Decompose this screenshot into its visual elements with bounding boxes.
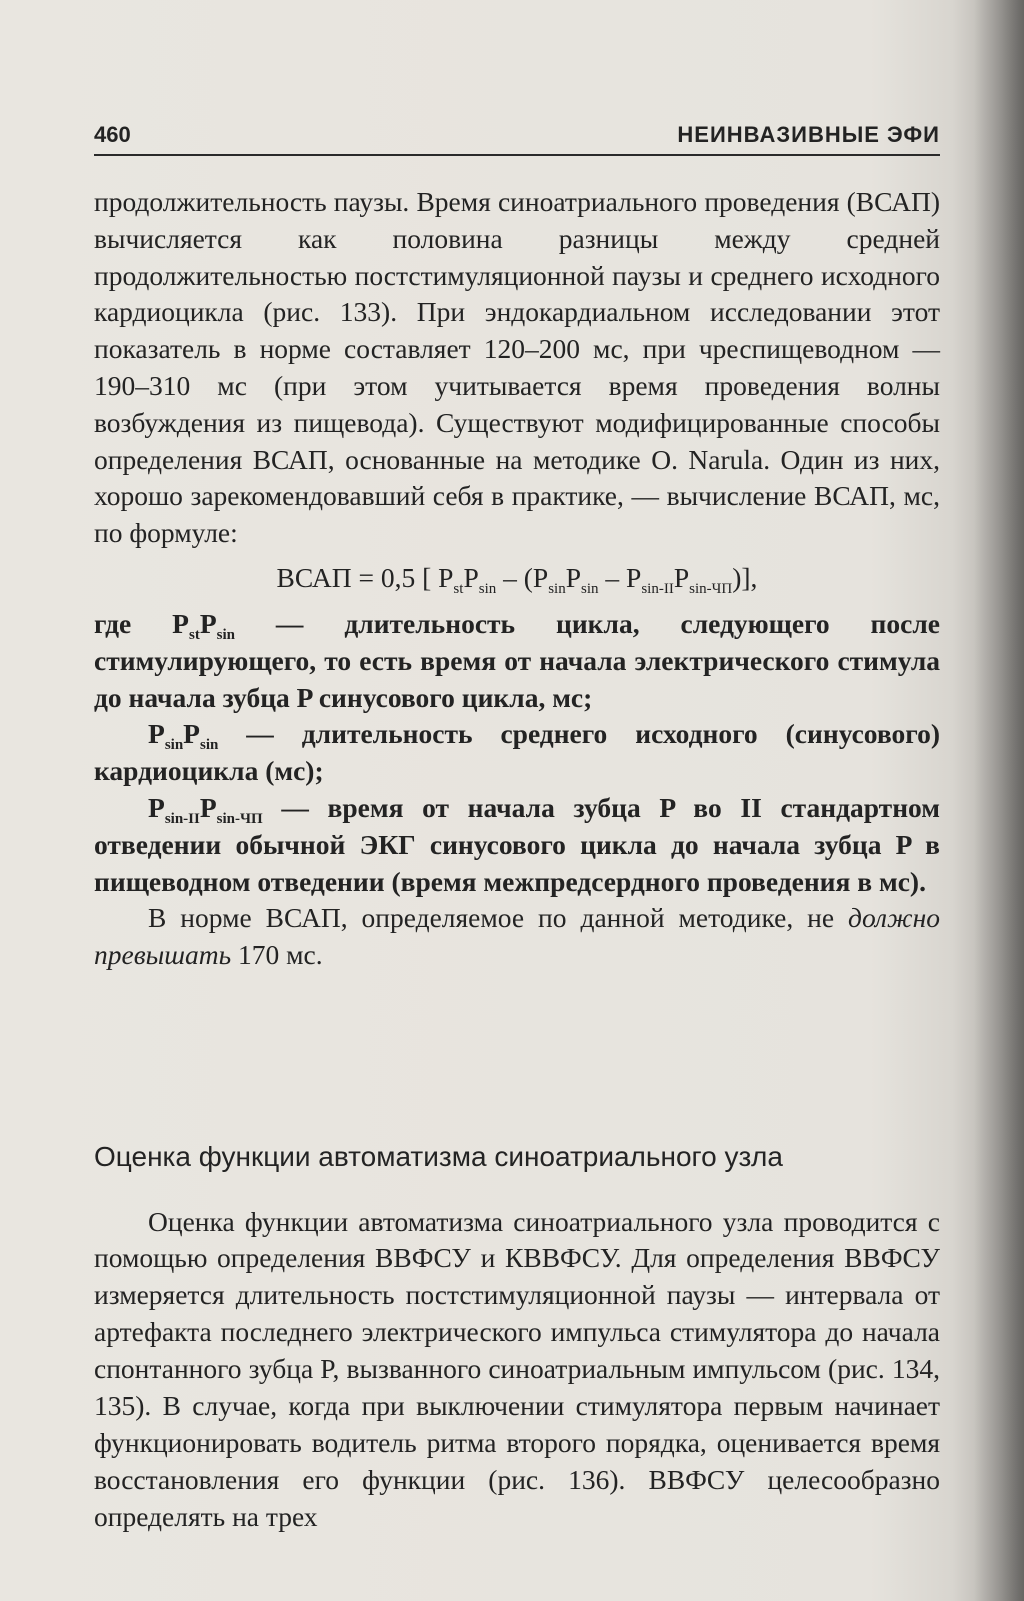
formula-lhs: ВСАП = 0,5 [: [276, 561, 432, 593]
section-title: Оценка функции автоматизма синоатриального узла: [94, 1141, 783, 1173]
page-header: [94, 118, 940, 156]
paragraph-2: Оценка функции автоматизма синоатриального узла проводится с помощью определения ВВФСУ и КВВФСУ. Для определения ВВФСУ измеряется длительность постстимуляционной паузы — интервала от артефакта последнего электрического импульса стимулятора до начала спонтанного зубца P, вызванного синоатриальным импульсом (рис. 134, 135). В случае, когда при выключении стимулятора первым начинает функционировать водитель ритма второго порядка, оценивается время восстановления его функции (рис. 136). ВВФСУ целесообразно определять на трех: [94, 1205, 940, 1532]
definition-3: $P_{sin-II}P_{sin-ЧП}$ — время от начала зубца P во II стандартном отведении обычной ЭКГ синусового цикла до начала зубца P в пищеводном отведении (время межпредсердного проведения в мс).: [94, 791, 940, 897]
definition-1: где $P_{st}P_{sin}$ — длительность цикла, следующего после стимулирующего, то есть время от начала электрического стимула до начала зубца P синусового цикла, мс;: [94, 607, 940, 713]
formula: ВСАП = 0,5 [ $P_{st}P_{sin} - (P_{sin}P_{sin} - P_{sin-II}P_{sin-ЧП})$],: [276, 561, 758, 597]
page-number: 460: [94, 122, 131, 147]
definition-2: $P_{sin}P_{sin}$ — длительность среднего исходного (синусового) кардиоцикла (мс);: [94, 718, 940, 787]
spine-shadow: [974, 0, 1024, 1601]
norm-statement: В норме ВСАП, определяемое по данной методике, не должно превышать 170 мс.: [94, 902, 940, 971]
running-title: НЕИНВАЗИВНЫЕ ЭФИ: [677, 122, 940, 147]
body-text-bottom: [94, 1176, 940, 1563]
body-text-top: [94, 184, 940, 974]
paragraph-1: продолжительность паузы. Время синоатриального проведения (ВСАП) вычисляется как половина разницы между средней продолжительностью постстимуляционной паузы и среднего исходного кардиоцикла (рис. 133). При эндокардиальном исследовании этот показатель в норме составляет 120–200 мс, при чреспищеводном — 190–310 мс (при этом учитывается время проведения волны возбуждения из пищевода). Существуют модифицированные способы определения ВСАП, основанные на методике О. Narula. Один из них, хорошо зарекомендовавший себя в практике, — вычисление ВСАП, мс, по формуле:: [94, 186, 940, 549]
